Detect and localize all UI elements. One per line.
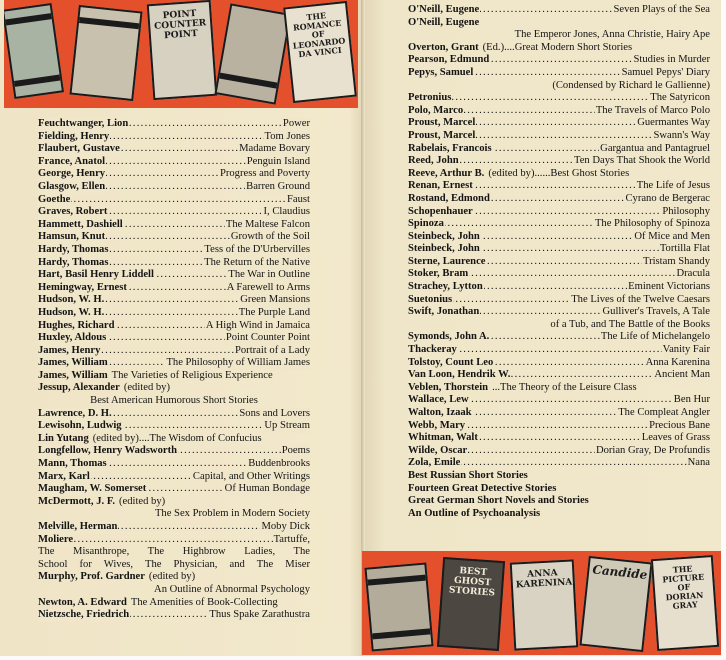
entry-author: ..... Swift, Jonathan [408,306,480,318]
entry-title-continued: Best American Humorous Short Stories [90,395,258,407]
catalog-entry [38,168,310,181]
entry-title: The Life of Michelangelo [600,331,710,343]
entry-title-continued: The Misanthrope, The Highbrow Ladies, The [38,546,310,558]
catalog-entry [38,382,310,395]
catalog-entry [38,307,310,320]
entry-author: ..... Graves, Robert [38,206,108,218]
catalog-entry [408,243,710,256]
catalog-entry [38,521,310,534]
entry-title: Tartuffe, [273,533,310,545]
catalog-entry [408,457,710,470]
catalog-entry [38,332,310,345]
entry-author: O'Neill, Eugene [408,16,480,28]
entry-title: Philosophy [662,205,710,217]
entry-author: ..... Webb, Mary [408,419,466,431]
entry-title: Buddenbrooks [248,458,310,470]
entry-author: ..... James, Henry [38,344,101,356]
entry-title: Tristam Shandy [642,255,710,267]
entry-title: Green Mansions [240,294,310,306]
catalog-entry [408,17,710,30]
entry-title: Tom Jones [264,130,310,142]
entry-author: McDermott, J. F. [38,495,115,507]
entry-title: Faust [287,193,310,205]
book-cover-point-counter-point [147,0,218,100]
entry-author: Reeve, Arthur B. [408,167,485,179]
entry-author: ..... Strachey, Lytton [408,281,483,293]
entry-author: ..... Steinbeck, John [408,230,480,242]
right-author-list [408,4,710,520]
scan-edge-right [721,0,726,660]
entry-title: The Lives of the Twelve Caesars [571,293,710,305]
book-title: BEST GHOST STORIES [448,566,496,599]
catalog-entry [408,344,710,357]
catalog-entry [38,231,310,244]
entry-title: The Satyricon [650,92,710,104]
scan-edge-bottom [0,656,726,660]
entry-title: Capital, and Other Writings [192,470,310,482]
catalog-entry [38,496,310,509]
catalog-entry [408,206,710,219]
entry-title: Up Stream [264,420,310,432]
entry-title: The Philosophy of Spinoza [594,218,710,230]
entry-author: ..... Wilde, Oscar [408,444,468,456]
book-cover-anna-karenina [510,559,579,650]
entry-title: Dorian Gray, De Profundis [595,444,710,456]
catalog-entry [38,206,310,219]
entry-title: Precious Bane [649,419,710,431]
entry-title: The Amenities of Book-Collecting [130,596,278,608]
entry-author: ..... Sterne, Laurence [408,255,486,267]
catalog-entry [408,117,710,130]
entry-title: Guermantes Way [637,117,710,129]
entry-title: Tortilla Flat [659,243,710,255]
entry-title: (edited by) [118,495,166,507]
catalog-entry [408,54,710,67]
catalog-entry [38,433,310,446]
catalog-entry [408,357,710,370]
catalog-entry [38,320,310,333]
entry-title: Progress and Poverty [219,168,310,180]
catalog-entry [38,483,310,496]
book-title: THE PICTURE OF DORIAN GRAY [662,563,705,611]
catalog-entry [38,143,310,156]
catalog-entry [408,407,710,420]
entry-author: ..... Hardy, Thomas [38,256,109,268]
catalog-entry [408,168,710,181]
catalog-entry [38,458,310,471]
catalog-entry [408,432,710,445]
catalog-entry [408,105,710,118]
entry-author: Lin Yutang [38,432,89,444]
entry-title: Tess of the D'Urbervilles [204,243,310,255]
entry-title: The Maltese Falcon [225,218,310,230]
catalog-entry [408,231,710,244]
entry-title-continued: of a Tub, and The Battle of the Books [550,318,710,330]
catalog-entry [38,257,310,270]
entry-author: ..... Reed, John [408,155,459,167]
entry-title: (edited by)....The Wisdom of Confucius [92,432,262,444]
entry-author: ..... George, Henry [38,168,106,180]
entry-title: Anna Karenina [645,356,710,368]
entry-author: ..... Van Loon, Hendrik W. [408,369,511,381]
entry-title: Moby Dick [261,521,310,532]
book-cover-4 [214,3,291,104]
entry-author: ..... Stoker, Bram [408,268,469,280]
entry-author: ..... Longfellow, Henry Wadsworth [38,445,178,457]
book-cover-dorian-gray [651,555,719,651]
bottom-book-banner [362,551,721,655]
entry-title: (edited by) [123,382,171,394]
catalog-entry [38,345,310,358]
entry-title: Nana [687,457,710,469]
entry-title: Sons and Lovers [239,407,310,419]
entry-title: Madame Bovary [239,143,310,155]
book-title: POINT COUNTER POINT [153,8,207,42]
entry-title: Barren Ground [246,180,310,192]
book-cover-6 [364,562,433,651]
entry-title: Eminent Victorians [628,281,710,293]
entry-title: Samuel Pepys' Diary [621,66,710,78]
entry-title: Ben Hur [673,394,710,406]
catalog-entry [38,597,310,610]
entry-author: ..... Moliere [38,533,74,545]
entry-author: ..... Schopenhauer [408,205,473,217]
entry-author: ..... Glasgow, Ellen [38,180,106,192]
entry-author: ..... Flaubert, Gustave [38,143,120,155]
catalog-entry [38,244,310,257]
entry-author: ..... Suetonius [408,293,453,305]
book-title: ANNA KARENINA [515,568,573,591]
entry-title: The Purple Land [238,306,310,318]
catalog-entry [408,143,710,156]
entry-author: Newton, A. Edward [38,596,127,608]
catalog-entry [408,256,710,269]
entry-title: The Compleat Angler [618,407,710,418]
entry-title: Seven Plays of the Sea [613,4,710,15]
catalog-entry [408,306,710,319]
entry-title: The War in Outline [228,269,310,281]
entry-author: ..... Marx, Karl [38,470,90,482]
entry-title: Leaves of Grass [641,432,710,444]
catalog-entry [408,193,710,206]
catalog-entry [38,294,310,307]
entry-author: ..... Tolstoy, Count Leo [408,356,494,368]
entry-author: ..... France, Anatol [38,155,106,167]
entry-author: ..... Hudson, W. H. [38,306,105,318]
entry-author: ..... Thackeray [408,344,457,356]
entry-author: ..... Lawrence, D. H. [38,407,112,419]
catalog-entry [408,218,710,231]
collection-entry: Fourteen Great Detective Stories [408,482,557,494]
entry-author: ..... Hardy, Thomas [38,243,109,255]
entry-author: ..... Huxley, Aldous [38,332,107,344]
entry-title: The Life of Jesus [636,180,710,192]
catalog-entry [38,408,310,421]
catalog-entry [38,357,310,370]
entry-title: Power [282,118,310,129]
entry-author: ..... Maugham, W. Somerset [38,483,147,495]
catalog-entry [408,180,710,193]
catalog-entry [38,131,310,144]
catalog-entry [408,394,710,407]
entry-author: ..... Rabelais, Francois [408,142,492,154]
entry-author: ..... Lewisohn, Ludwig [38,420,122,432]
entry-author: ..... Polo, Marco [408,104,464,116]
entry-title-continued: The Emperor Jones, Anna Christie, Hairy Ape [514,29,710,41]
entry-title: Ancient Man [654,369,710,381]
entry-author: Jessup, Alexander [38,382,120,394]
entry-title: Cyrano de Bergerac [625,192,710,204]
catalog-entry [38,282,310,295]
entry-author: ..... Zola, Emile [408,457,461,469]
entry-author: ..... Mann, Thomas [38,458,107,470]
entry-title: Gargantua and Pantagruel [600,142,710,154]
catalog-entry [408,369,710,382]
entry-author: ..... Goethe [38,193,71,205]
entry-title: I, Claudius [263,206,310,218]
catalog-entry [408,42,710,55]
entry-author: ..... Nietzsche, Friedrich [38,609,130,621]
collection-entry: Great German Short Novels and Stories [408,495,589,507]
entry-title: Studies in Murder [633,54,710,66]
catalog-entry [38,181,310,194]
entry-title: The Philosophy of William James [166,357,310,369]
entry-title: A Farewell to Arms [226,281,310,293]
entry-author: Veblen, Thorstein [408,381,489,393]
entry-title: Vanity Fair [662,344,710,356]
entry-title: The Return of the Native [204,256,310,268]
catalog-entry [38,219,310,232]
catalog-entry [38,571,310,584]
entry-author: ..... Symonds, John A. [408,331,490,343]
collection-entry: An Outline of Psychoanalysis [408,507,541,519]
catalog-entry [38,370,310,383]
catalog-entry [38,118,310,131]
entry-author: ..... Hemingway, Ernest [38,281,127,293]
catalog-entry [38,156,310,169]
catalog-entry [408,268,710,281]
book-cover-candide [579,556,652,652]
catalog-entry [408,155,710,168]
catalog-entry [408,92,710,105]
entry-title: Point Counter Point [225,332,310,344]
entry-author: ..... Hudson, W. H. [38,294,105,306]
entry-author: ..... Steinbeck, John [408,243,480,255]
book-cover-leonardo [283,1,357,103]
catalog-entry [408,382,710,395]
entry-title-continued: School for Wives, The Physician, and The Miser [38,558,310,570]
entry-title: (edited by)......Best Ghost Stories [488,167,630,179]
entry-author: ..... Spinoza [408,218,444,230]
entry-title: Gulliver's Travels, A Tale [602,306,710,318]
catalog-entry [408,294,710,307]
catalog-entry [408,67,710,80]
entry-title: (Ed.)....Great Modern Short Stories [482,41,633,53]
entry-title-continued: (Condensed by Richard le Gallienne) [552,79,710,91]
entry-author: ..... Rostand, Edmond [408,192,490,204]
catalog-entry [38,269,310,282]
entry-author: ..... Hart, Basil Henry Liddell [38,269,154,281]
entry-author: ..... Hamsun, Knut [38,231,106,243]
entry-author: ..... Melville, Herman [38,521,118,532]
entry-title: Of Mice and Men [634,230,710,242]
top-book-banner [4,0,358,108]
entry-author: ..... James, William [38,357,108,369]
catalog-entry [38,534,310,547]
catalog-entry [38,445,310,458]
entry-title: Of Human Bondage [224,483,310,495]
entry-author: ..... O'Neill, Eugene [408,4,480,15]
entry-author: ..... Hughes, Richard [38,319,115,331]
entry-author: Murphy, Prof. Gardner [38,571,145,583]
entry-author: ..... Fielding, Henry [38,130,110,142]
entry-author: ..... Renan, Ernest [408,180,473,192]
collection-entry: Best Russian Short Stories [408,469,528,481]
catalog-entry [408,445,710,458]
entry-title: Growth of the Soil [230,231,310,243]
catalog-entry [408,420,710,433]
catalog-entry [38,194,310,207]
book-title: THE ROMANCE OF LEONARDO DA VINCI [292,10,346,60]
catalog-entry [408,281,710,294]
entry-title: Swann's Way [653,129,710,141]
entry-author: James, William [38,369,108,381]
entry-author: ..... Pearson, Edmund [408,54,490,66]
entry-author: Overton, Grant [408,41,479,53]
entry-author: ..... Hammett, Dashiell [38,218,123,230]
entry-author: ..... Whitman, Walt [408,432,478,444]
entry-author: ..... Wallace, Lew [408,394,469,406]
catalog-entry [408,4,710,17]
entry-title: Poems [281,445,310,457]
book-cover-2 [69,5,142,101]
catalog-entry [408,331,710,344]
entry-title: Thus Spake Zarathustra [209,609,310,621]
entry-author: ..... Petronius [408,92,452,104]
catalog-entry [38,471,310,484]
catalog-entry [38,420,310,433]
entry-title: Ten Days That Shook the World [573,155,710,167]
entry-title: ...The Theory of the Leisure Class [492,381,637,393]
entry-title-continued: An Outline of Abnormal Psychology [154,583,310,595]
entry-title: Penguin Island [246,155,310,167]
book-cover-1 [4,3,64,99]
entry-title: Portrait of a Lady [234,344,310,356]
book-title: Candide [591,562,648,583]
entry-title: The Travels of Marco Polo [595,104,710,116]
entry-title: The Varieties of Religious Experience [111,369,273,381]
entry-title: Dracula [676,268,710,280]
catalog-entry [408,130,710,143]
entry-title-continued: The Sex Problem in Modern Society [154,508,310,520]
entry-title: (edited by) [148,571,196,583]
entry-author: ..... Proust, Marcel [408,117,476,129]
book-cover-ghost-stories [437,557,505,651]
entry-title: A High Wind in Jamaica [205,319,310,331]
entry-author: ..... Walton, Izaak [408,407,472,418]
catalog-entry [38,609,310,622]
left-author-list [38,118,310,622]
entry-author: ..... Pepys, Samuel [408,66,474,78]
entry-author: ..... Proust, Marcel [408,129,476,141]
entry-author: ..... Feuchtwanger, Lion [38,118,129,129]
